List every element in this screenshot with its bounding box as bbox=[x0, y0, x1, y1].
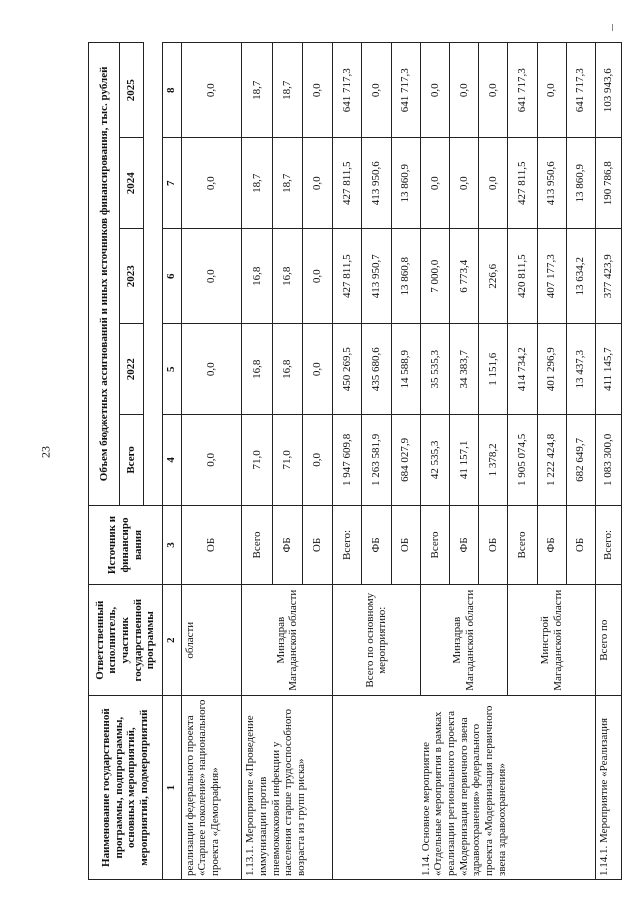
value-cell: 420 811,5 bbox=[508, 229, 537, 324]
rotated-table-wrapper bbox=[88, 42, 622, 880]
value-cell: 1 378,2 bbox=[479, 415, 508, 506]
value-cell: 413 950,7 bbox=[362, 229, 391, 324]
table-row bbox=[181, 43, 242, 880]
header-total: Всего bbox=[119, 415, 143, 506]
scan-mark bbox=[612, 24, 613, 31]
source-cell: ОБ bbox=[479, 505, 508, 584]
program-name-cell: реализации федерального проекта «Старшее поколение» национального проекта «Демография» bbox=[181, 696, 242, 880]
value-cell: 13 634,2 bbox=[566, 229, 595, 324]
source-cell: Всего bbox=[508, 505, 537, 584]
page-number: 23 bbox=[38, 446, 53, 458]
header-source: Источник и финансиро вания bbox=[89, 505, 163, 584]
value-cell: 684 027,9 bbox=[391, 415, 420, 506]
value-cell: 641 717,3 bbox=[333, 43, 362, 138]
value-cell: 103 943,6 bbox=[595, 43, 621, 138]
executor-cell: Минстрой Магаданской области bbox=[508, 585, 596, 696]
value-cell: 0,0 bbox=[302, 415, 332, 506]
col-number-7: 7 bbox=[162, 138, 181, 229]
value-cell: 427 811,5 bbox=[333, 138, 362, 229]
source-cell: ФБ bbox=[537, 505, 566, 584]
col-number-5: 5 bbox=[162, 324, 181, 415]
source-cell: ОБ bbox=[302, 505, 332, 584]
value-cell: 0,0 bbox=[302, 324, 332, 415]
header-year-2023: 2023 bbox=[119, 229, 143, 324]
col-number-3: 3 bbox=[162, 505, 181, 584]
value-cell: 1 222 424,8 bbox=[537, 415, 566, 506]
source-cell: Всего: bbox=[595, 505, 621, 584]
value-cell: 16,8 bbox=[242, 229, 272, 324]
program-name-cell: 1.14.1. Мероприятие «Реализация bbox=[595, 696, 621, 880]
value-cell: 16,8 bbox=[242, 324, 272, 415]
executor-cell: области bbox=[181, 585, 242, 696]
table-row bbox=[333, 43, 362, 880]
value-cell: 13 860,8 bbox=[391, 229, 420, 324]
value-cell: 0,0 bbox=[181, 324, 242, 415]
value-cell: 1 151,6 bbox=[479, 324, 508, 415]
value-cell: 71,0 bbox=[272, 415, 302, 506]
value-cell: 1 905 074,5 bbox=[508, 415, 537, 506]
executor-cell: Всего по bbox=[595, 585, 621, 696]
source-cell: Всего bbox=[242, 505, 272, 584]
header-year-2025: 2025 bbox=[119, 43, 143, 138]
value-cell: 226,6 bbox=[479, 229, 508, 324]
value-cell: 682 649,7 bbox=[566, 415, 595, 506]
table-row bbox=[595, 43, 621, 880]
value-cell: 34 383,7 bbox=[449, 324, 478, 415]
source-cell: ОБ bbox=[391, 505, 420, 584]
header-funding-group: Объем бюджетных ассигнований и иных источников финансирования, тыс. рублей bbox=[89, 43, 120, 506]
value-cell: 427 811,5 bbox=[508, 138, 537, 229]
source-cell: ОБ bbox=[566, 505, 595, 584]
value-cell: 18,7 bbox=[242, 43, 272, 138]
value-cell: 18,7 bbox=[242, 138, 272, 229]
value-cell: 0,0 bbox=[449, 138, 478, 229]
source-cell: Всего: bbox=[333, 505, 362, 584]
value-cell: 411 145,7 bbox=[595, 324, 621, 415]
value-cell: 1 083 300,0 bbox=[595, 415, 621, 506]
value-cell: 414 734,2 bbox=[508, 324, 537, 415]
executor-cell: Всего по основному мероприятию: bbox=[333, 585, 421, 696]
value-cell: 377 423,9 bbox=[595, 229, 621, 324]
value-cell: 0,0 bbox=[181, 229, 242, 324]
value-cell: 71,0 bbox=[242, 415, 272, 506]
col-number-2: 2 bbox=[162, 585, 181, 696]
value-cell: 190 786,8 bbox=[595, 138, 621, 229]
value-cell: 407 177,3 bbox=[537, 229, 566, 324]
value-cell: 14 588,9 bbox=[391, 324, 420, 415]
value-cell: 0,0 bbox=[479, 138, 508, 229]
source-cell: ФБ bbox=[272, 505, 302, 584]
col-number-6: 6 bbox=[162, 229, 181, 324]
value-cell: 1 947 609,8 bbox=[333, 415, 362, 506]
value-cell: 0,0 bbox=[302, 43, 332, 138]
value-cell: 13 860,9 bbox=[391, 138, 420, 229]
value-cell: 13 860,9 bbox=[566, 138, 595, 229]
value-cell: 0,0 bbox=[479, 43, 508, 138]
value-cell: 42 535,3 bbox=[420, 415, 449, 506]
header-program-name: Наименование государственной программы, подпрограммы, основных мероприятий, мероприятий, подмероприятий bbox=[89, 696, 163, 880]
value-cell: 641 717,3 bbox=[508, 43, 537, 138]
header-year-2024: 2024 bbox=[119, 138, 143, 229]
value-cell: 641 717,3 bbox=[391, 43, 420, 138]
value-cell: 0,0 bbox=[181, 415, 242, 506]
program-name-cell: 1.13.1. Мероприятие «Проведение иммунизации против пневмококковой инфекции у населения старше трудоспособного возраста из групп риска» bbox=[242, 696, 333, 880]
value-cell: 0,0 bbox=[362, 43, 391, 138]
value-cell: 0,0 bbox=[420, 138, 449, 229]
value-cell: 413 950,6 bbox=[362, 138, 391, 229]
value-cell: 16,8 bbox=[272, 324, 302, 415]
value-cell: 0,0 bbox=[537, 43, 566, 138]
value-cell: 450 269,5 bbox=[333, 324, 362, 415]
source-cell: ФБ bbox=[362, 505, 391, 584]
value-cell: 1 263 581,9 bbox=[362, 415, 391, 506]
value-cell: 35 535,3 bbox=[420, 324, 449, 415]
value-cell: 0,0 bbox=[181, 43, 242, 138]
value-cell: 401 296,9 bbox=[537, 324, 566, 415]
value-cell: 18,7 bbox=[272, 43, 302, 138]
budget-table bbox=[88, 42, 622, 880]
value-cell: 413 950,6 bbox=[537, 138, 566, 229]
value-cell: 18,7 bbox=[272, 138, 302, 229]
value-cell: 13 437,3 bbox=[566, 324, 595, 415]
source-cell: Всего bbox=[420, 505, 449, 584]
value-cell: 641 717,3 bbox=[566, 43, 595, 138]
executor-cell: Минздрав Магаданской области bbox=[420, 585, 508, 696]
value-cell: 7 000,0 bbox=[420, 229, 449, 324]
value-cell: 6 773,4 bbox=[449, 229, 478, 324]
source-cell: ФБ bbox=[449, 505, 478, 584]
value-cell: 0,0 bbox=[302, 229, 332, 324]
value-cell: 0,0 bbox=[420, 43, 449, 138]
executor-cell: Минздрав Магаданской области bbox=[242, 585, 333, 696]
value-cell: 0,0 bbox=[181, 138, 242, 229]
source-cell: ОБ bbox=[181, 505, 242, 584]
value-cell: 16,8 bbox=[272, 229, 302, 324]
col-number-8: 8 bbox=[162, 43, 181, 138]
col-number-1: 1 bbox=[162, 696, 181, 880]
header-executor: Ответственный исполнитель, участник государственной программы bbox=[89, 585, 163, 696]
col-number-4: 4 bbox=[162, 415, 181, 506]
value-cell: 41 157,1 bbox=[449, 415, 478, 506]
program-name-cell: 1.14. Основное мероприятие «Отдельные мероприятия в рамках реализации регионального проекта «Модернизация первичного звена здравоохранения» федерального проекта «Модернизация первичного звена здравоохранения» bbox=[333, 696, 596, 880]
value-cell: 427 811,5 bbox=[333, 229, 362, 324]
value-cell: 435 680,6 bbox=[362, 324, 391, 415]
header-year-2022: 2022 bbox=[119, 324, 143, 415]
table-row bbox=[242, 43, 272, 880]
value-cell: 0,0 bbox=[302, 138, 332, 229]
value-cell: 0,0 bbox=[449, 43, 478, 138]
